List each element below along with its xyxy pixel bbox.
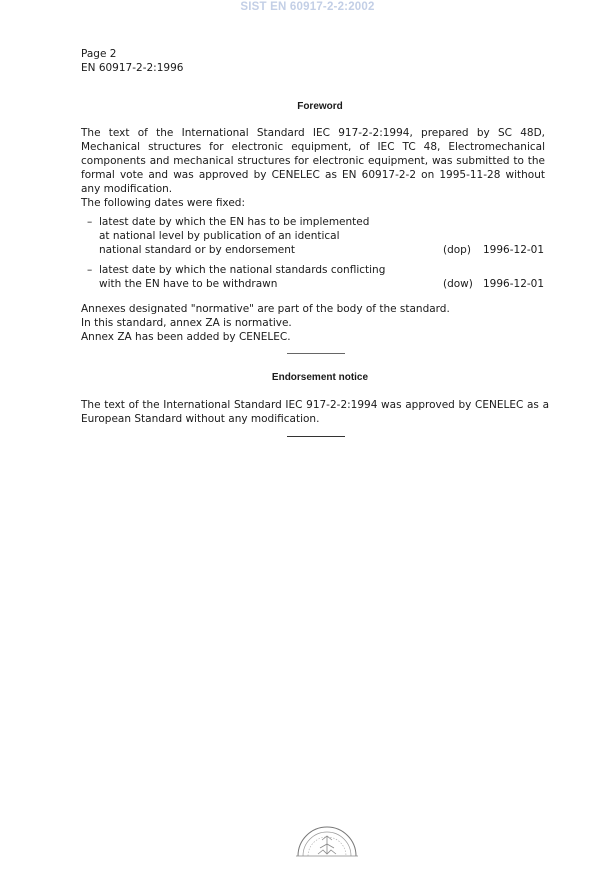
date-value: 1996-12-01 [483,244,545,256]
date-item-dow [87,263,547,291]
date-item-dop [87,215,547,257]
date-code: (dow) [443,278,473,290]
date-value: 1996-12-01 [483,278,545,290]
foreword-heading: Foreword [297,101,343,112]
end-rule [287,436,345,437]
list-dash: – [87,216,93,228]
watermark: SIST EN 60917-2-2:2002 [240,1,375,13]
endorsement-heading: Endorsement notice [271,372,369,383]
annex-notes [81,302,545,344]
date-item-text: latest date by which the national standards conflicting with the EN have to be withdrawn [99,264,386,290]
date-item-text: latest date by which the EN has to be implemented at national level by publication of an identical national standard or by endorsement [99,216,370,256]
endorsement-paragraph: The text of the International Standard IEC 917-2-2:1994 was approved by CENELEC as a European Standard without any modification. [81,399,549,425]
annex-note: Annex ZA has been added by CENELEC. [81,331,291,343]
separator-rule [287,353,345,354]
foreword-paragraph: The text of the International Standard IEC 917-2-2:1994, prepared by SC 48D, Mechanical structures for electronic equipment, of IEC TC 48, Electromechanical components and mechanical structures for electronic equipment, was submitted to the formal vote and was approved by CENELEC as EN 60917-2-2 on 1995-11-28 without any modification. [81,127,545,195]
annex-note: In this standard, annex ZA is normative. [81,317,292,329]
list-dash: – [87,264,93,276]
date-code: (dop) [443,244,471,256]
page-header [81,47,183,75]
annex-note: Annexes designated "normative" are part of the body of the standard. [81,303,450,315]
seal-stamp-icon [294,818,360,858]
dates-intro: The following dates were fixed: [81,197,245,209]
document-id: EN 60917-2-2:1996 [81,62,184,74]
page-number: Page 2 [81,48,117,60]
